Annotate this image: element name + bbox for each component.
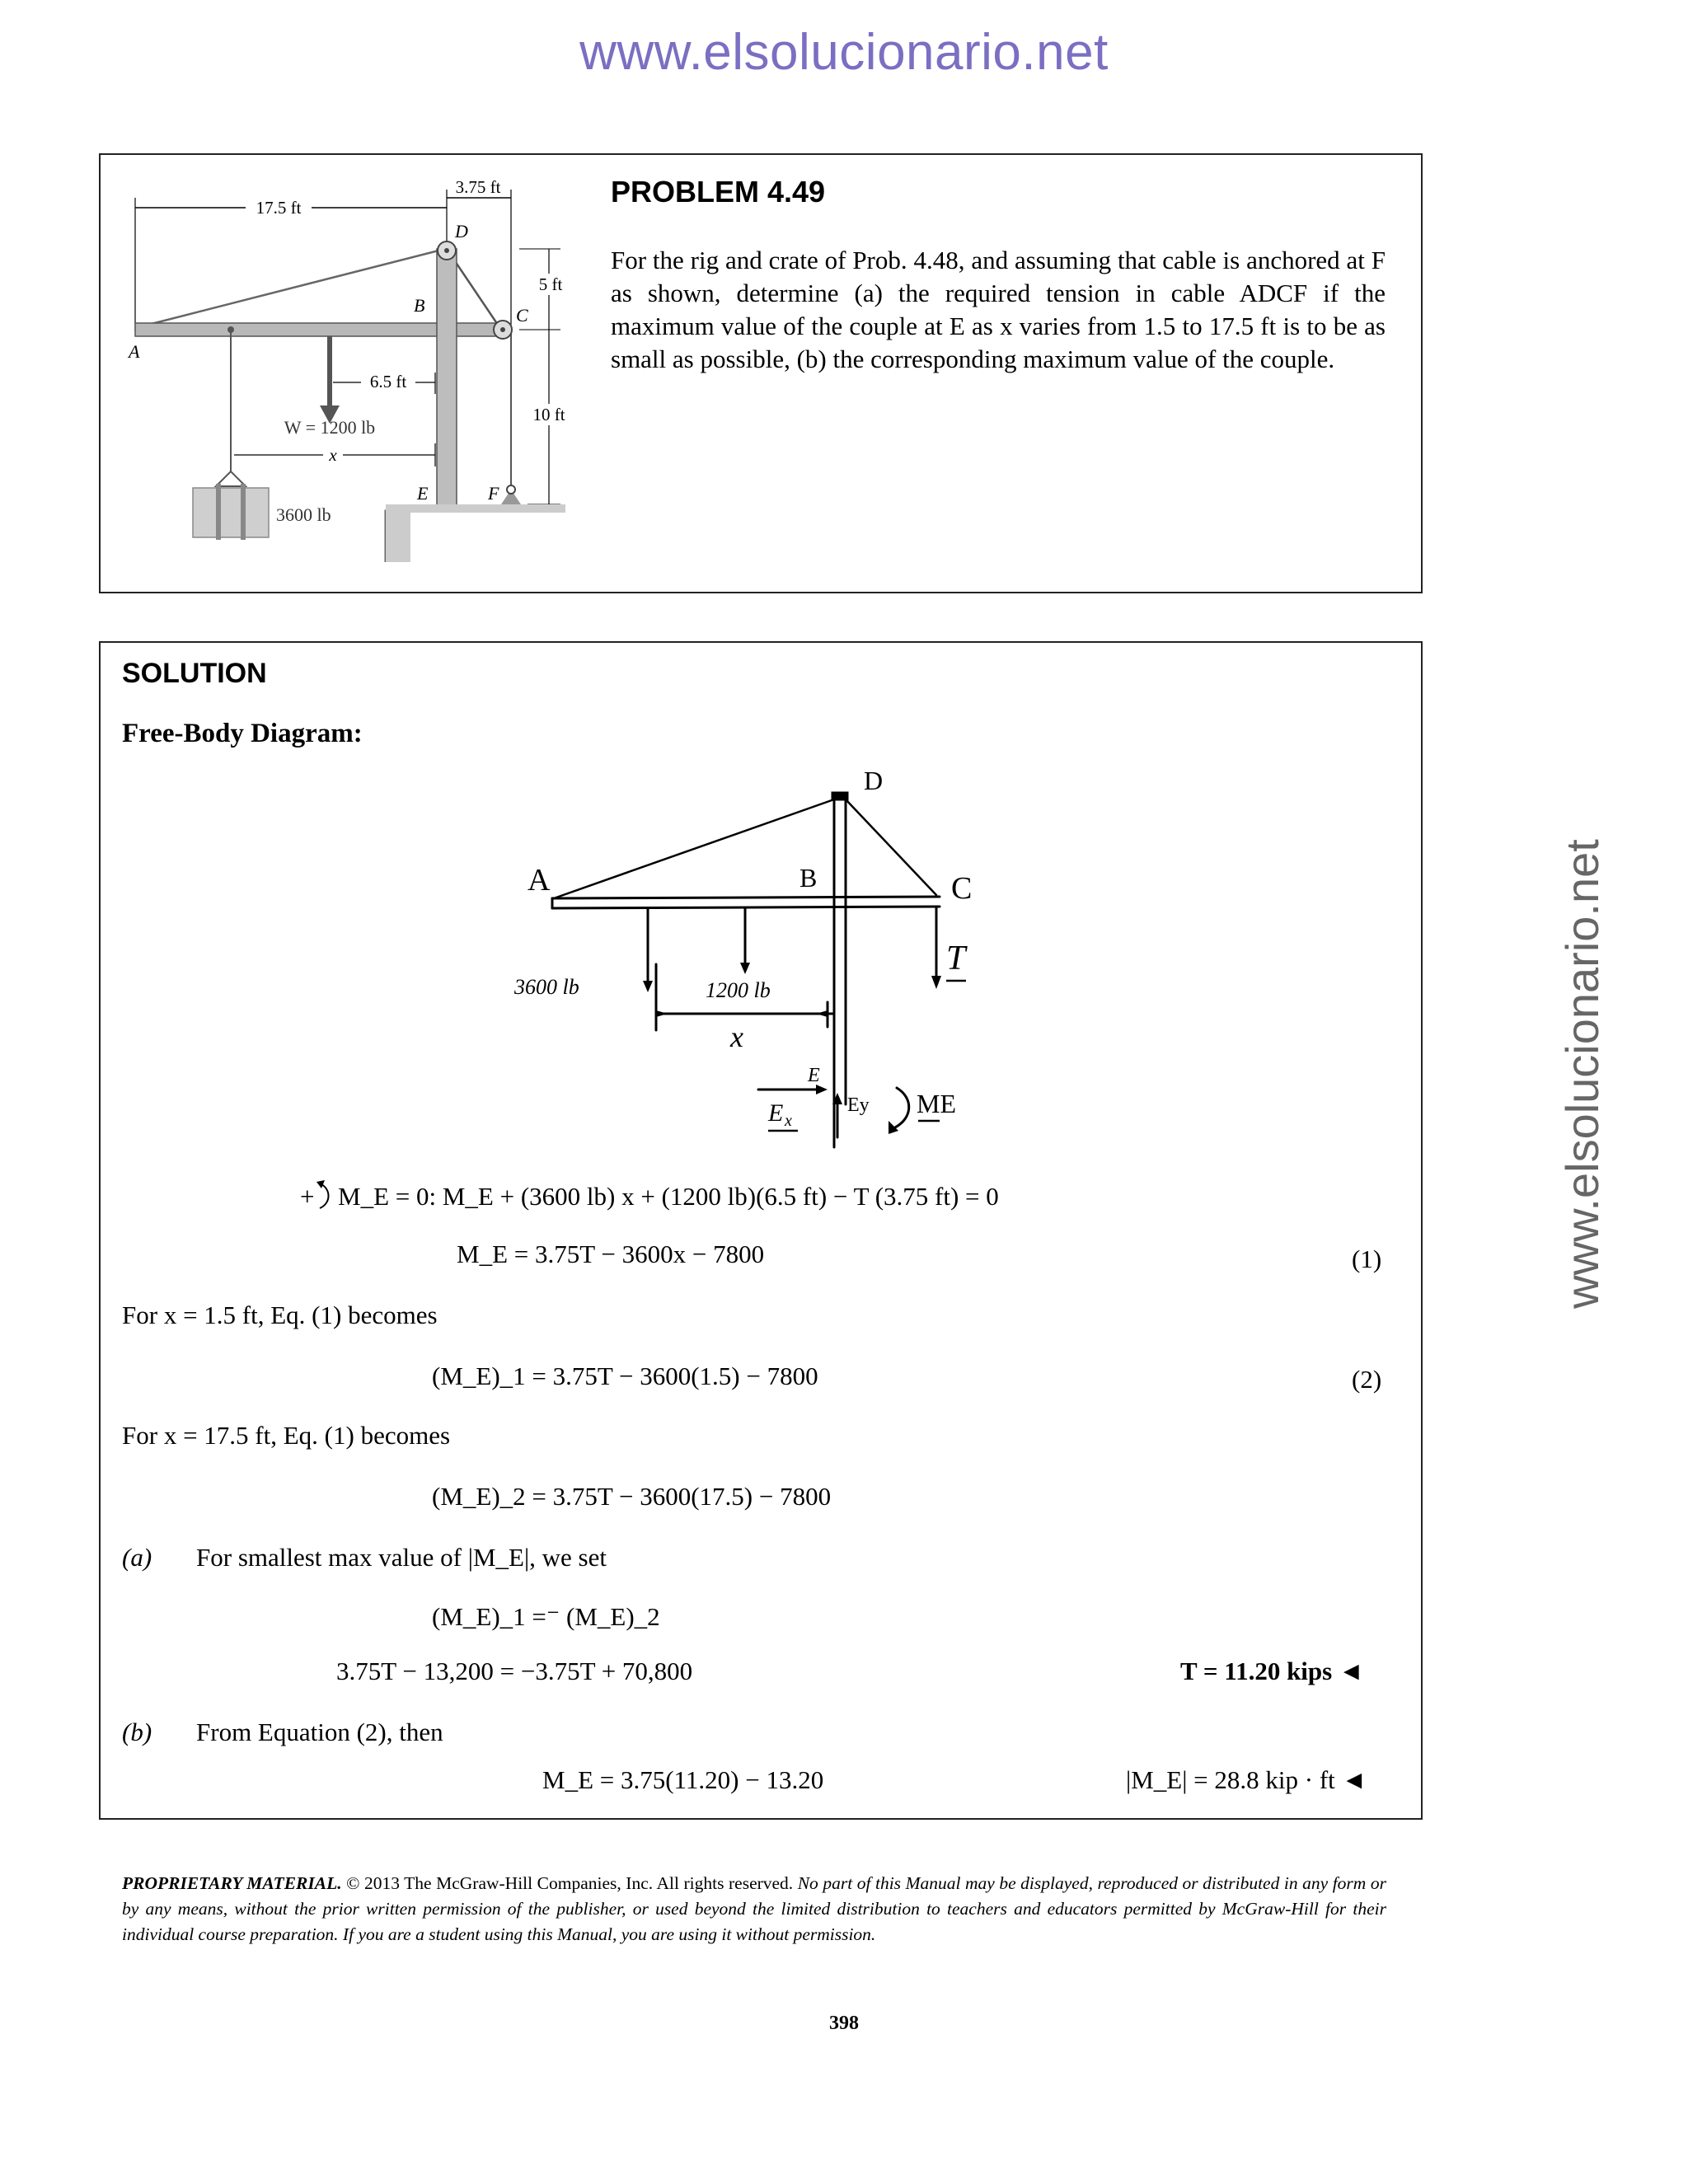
eq-moment-label: + <box>300 1182 315 1211</box>
fig-label-b: B <box>414 295 425 316</box>
dim-10: 10 ft <box>532 405 565 424</box>
dim-6-5: 6.5 ft <box>369 372 407 391</box>
fbd-label-c: C <box>951 871 973 906</box>
part-a-label: (a) <box>122 1543 152 1572</box>
part-b-label: (b) <box>122 1718 152 1746</box>
footer-copyright: © 2013 The McGraw-Hill Companies, Inc. All rights reserved. <box>341 1873 798 1893</box>
eq-moment: M_E = 0: M_E + (3600 lb) x + (1200 lb)(6.5 ft) − T (3.75 ft) = 0 <box>338 1182 999 1211</box>
eq-2: (M_E)_1 = 3.75T − 3600(1.5) − 7800 <box>432 1361 818 1390</box>
eq-1: M_E = 3.75T − 3600x − 7800 <box>457 1240 765 1268</box>
fbd-e-label: E <box>808 1065 820 1086</box>
part-a-text: For smallest max value of |M_E|, we set <box>196 1543 607 1572</box>
watermark-side: www.elsolucionario.net <box>1556 839 1608 1309</box>
fbd-ex-label: E <box>768 1099 784 1127</box>
solution-title: SOLUTION <box>122 658 267 689</box>
eq-2-number: (2) <box>1352 1365 1382 1394</box>
eq-4: (M_E)_1 =⁻ (M_E)_2 <box>432 1602 660 1631</box>
footer-notice-text: No part of this Manual may be displayed, reproduced or distributed in any form or by any means, without the prior written permission of the publisher, or used beyond the limited distribution to teachers and educators permitted by McGraw-Hill for their individual course preparation. If you are a student using this Manual, you are using it without permission. <box>122 1873 1386 1944</box>
dim-17-5: 17.5 ft <box>256 198 302 218</box>
fig-label-a: A <box>129 341 140 362</box>
fbd-ex-sub: x <box>785 1112 792 1130</box>
fbd-x-label: x <box>730 1020 743 1053</box>
page-number: 398 <box>829 2013 859 2034</box>
fig-label-c: C <box>516 305 528 326</box>
weight-label: W = 1200 lb <box>284 417 376 438</box>
rig-figure <box>124 175 585 575</box>
fbd-me-label: ME <box>917 1089 956 1118</box>
watermark-top: www.elsolucionario.net <box>579 24 1109 81</box>
crate-label: 3600 lb <box>276 504 331 525</box>
fbd-title: Free-Body Diagram: <box>122 719 363 748</box>
fig-label-d: D <box>455 221 468 241</box>
answer-b: |M_E| = 28.8 kip · ft ◄ <box>1126 1765 1367 1794</box>
problem-text: For the rig and crate of Prob. 4.48, and assuming that cable is anchored at F as shown, determine (a) the required tension in cable ADCF if the maximum value of the couple at E as x varies from 1.5 to 17.5 ft is to be as small as possible, (b) the corresponding maximum value of the couple. <box>611 246 1386 373</box>
dim-3-75: 3.75 ft <box>455 177 501 197</box>
fbd-load-3600: 3600 lb <box>514 975 579 999</box>
footer-lead: PROPRIETARY MATERIAL. <box>122 1873 342 1893</box>
fbd-load-1200: 1200 lb <box>706 978 771 1002</box>
dim-x: x <box>329 445 337 465</box>
eq-5: 3.75T − 13,200 = −3.75T + 70,800 <box>336 1657 693 1685</box>
answer-a: T = 11.20 kips ◄ <box>1180 1657 1364 1685</box>
problem-title: PROBLEM 4.49 <box>611 175 826 209</box>
fbd-label-t: T <box>946 940 966 977</box>
fig-label-f: F <box>488 483 499 504</box>
eq-6: M_E = 3.75(11.20) − 13.20 <box>542 1765 824 1794</box>
footer-notice <box>122 1871 1386 1947</box>
eq-3: (M_E)_2 = 3.75T − 3600(17.5) − 7800 <box>432 1482 832 1511</box>
free-body-diagram <box>478 758 1055 1162</box>
text-x-17-5: For x = 17.5 ft, Eq. (1) becomes <box>122 1421 451 1450</box>
fbd-label-a: A <box>528 863 551 898</box>
fbd-label-d: D <box>864 766 884 795</box>
fig-label-e: E <box>417 483 429 504</box>
text-x-1-5: For x = 1.5 ft, Eq. (1) becomes <box>122 1301 438 1329</box>
part-b-text: From Equation (2), then <box>196 1718 443 1746</box>
dim-5: 5 ft <box>538 274 563 294</box>
fbd-label-b: B <box>799 863 818 893</box>
eq-1-number: (1) <box>1352 1244 1382 1273</box>
ccw-moment-icon <box>316 1179 336 1212</box>
fbd-ey-label: Ey <box>847 1094 870 1116</box>
